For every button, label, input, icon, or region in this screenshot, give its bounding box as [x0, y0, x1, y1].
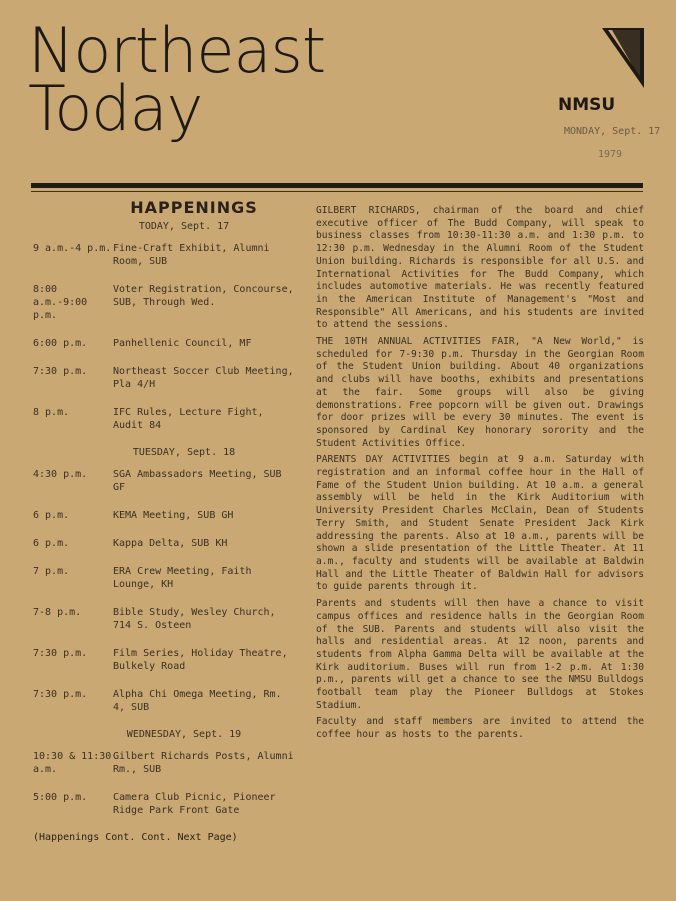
day-heading: TODAY, Sept. 17: [138, 221, 230, 232]
event-time: 9 a.m.-4 p.m.: [33, 243, 112, 254]
event-time: 6 p.m.: [33, 510, 70, 521]
event-desc: SGA Ambassadors Meeting, SUB GF: [113, 469, 282, 493]
event-row: [33, 750, 295, 776]
event-desc: Fine-Craft Exhibit, Alumni Room, SUB: [113, 243, 270, 267]
article-paragraph: PARENTS DAY ACTIVITIES begin at 9 a.m. Saturday with registration and an informal coffee hour in the Hall of Fame of the Student Union building. At 10 a.m. a general assembly will be held in the Kirk Auditorium with University President Charles McClain, Dean of Students Terry Smith, and Student Senate President Jack Kirk addressing the parents. Also at 10 a.m., parents will be shown a slide presentation of the Little Theater. At 11 a.m., faculty and students will be available at Baldwin Hall and the Little Theater of Baldwin Hall for advisors to guide parents through it.: [316, 454, 644, 593]
event-desc: KEMA Meeting, SUB GH: [113, 510, 234, 521]
event-desc: Bible Study, Wesley Church, 714 S. Osteen: [113, 607, 276, 631]
event-desc: IFC Rules, Lecture Fight, Audit 84: [113, 407, 264, 431]
event-desc: Alpha Chi Omega Meeting, Rm. 4, SUB: [113, 689, 282, 713]
happenings-title: HAPPENINGS: [130, 198, 258, 217]
event-desc: Panhellenic Council, MF: [113, 338, 252, 349]
event-row: [33, 406, 295, 432]
article-paragraph: Faculty and staff members are invited to attend the coffee hour as hosts to the parents.: [316, 716, 644, 741]
event-time: 7:30 p.m.: [33, 689, 88, 700]
event-time: 4:30 p.m.: [33, 469, 88, 480]
event-time: 7-8 p.m.: [33, 607, 82, 618]
event-desc: Gilbert Richards Posts, Alumni Rm., SUB: [113, 751, 294, 775]
event-desc: ERA Crew Meeting, Faith Lounge, KH: [113, 566, 252, 590]
event-row: [33, 509, 295, 522]
event-row: [33, 242, 295, 268]
continued-note: (Happenings Cont. Cont. Next Page): [33, 832, 238, 843]
event-time: 10:30 & 11:30 a.m.: [33, 751, 112, 775]
article-paragraph: Parents and students will then have a chance to visit campus offices and residence halls in the Georgian Room of the SUB. Parents and students will also visit the halls and residential areas. At 12 noon, parents and students from Alpha Gamma Delta will be available at the Kirk auditorium. Buses will run from 1-2 p.m. At 1:30 p.m., parents will get a chance to see the NMSU Bulldogs football team play the Pioneer Bulldogs at Stokes Stadium.: [316, 598, 644, 711]
article-paragraph: GILBERT RICHARDS, chairman of the board and chief executive officer of The Budd Company, will speak to business classes from 10:30-11:30 a.m. and 1:30 p.m. to 12:30 p.m. Wednesday in the Alumni Room of the Student Union building. Richards is responsible for all U.S. and International Activities for The Budd Company, which includes automotive materials. He was recently featured in the American Institute of Management's "Most and Responsible" All Americans, and his students are invited to attend the sessions.: [316, 205, 644, 331]
event-row: [33, 337, 295, 350]
event-time: 8 p.m.: [33, 407, 70, 418]
event-row: [33, 365, 295, 391]
event-row: [33, 537, 295, 550]
day-heading: TUESDAY, Sept. 18: [132, 447, 236, 458]
issue-date: MONDAY, Sept. 17: [564, 126, 661, 137]
event-row: [33, 606, 295, 632]
event-time: 7:30 p.m.: [33, 366, 88, 377]
event-row: [33, 688, 295, 714]
title-line-1: Northeast: [28, 14, 326, 87]
event-row: [33, 791, 295, 817]
header-rule-thin: [31, 191, 643, 192]
masthead-title: [28, 14, 326, 145]
event-desc: Camera Club Picnic, Pioneer Ridge Park Front Gate: [113, 792, 276, 816]
articles-column: [316, 205, 644, 746]
happenings-column: [33, 198, 295, 843]
event-time: 5:00 p.m.: [33, 792, 88, 803]
event-time: 6 p.m.: [33, 538, 70, 549]
nmsu-logo-icon: [600, 26, 646, 90]
event-row: [33, 468, 295, 494]
event-row: [33, 647, 295, 673]
issue-page: 1979: [598, 149, 623, 160]
event-desc: Film Series, Holiday Theatre, Bulkely Road: [113, 648, 288, 672]
event-time: 7:30 p.m.: [33, 648, 88, 659]
event-time: 6:00 p.m.: [33, 338, 88, 349]
header-rule-thick: [31, 183, 643, 188]
event-desc: Kappa Delta, SUB KH: [113, 538, 228, 549]
event-time: 8:00 a.m.-9:00 p.m.: [33, 284, 88, 321]
article-paragraph: THE 10TH ANNUAL ACTIVITIES FAIR, "A New World," is scheduled for 7-9:30 p.m. Thursday in the Georgian Room of the Student Union building. About 40 organizations and clubs will have booths, exhibits and presentations at the fair. Some groups will also be giving demonstrations. Free popcorn will be given out. Drawings for door prizes will be every 30 minutes. The event is sponsored by Cardinal Key honorary sorority and the Student Activities Office.: [316, 336, 644, 449]
event-row: [33, 283, 295, 322]
event-time: 7 p.m.: [33, 566, 70, 577]
day-heading: WEDNESDAY, Sept. 19: [126, 729, 242, 740]
event-desc: Voter Registration, Concourse, SUB, Through Wed.: [113, 284, 294, 308]
title-line-2: Today: [28, 72, 203, 145]
event-desc: Northeast Soccer Club Meeting, Pla 4/H: [113, 366, 294, 390]
event-row: [33, 565, 295, 591]
logo-text: NMSU: [558, 95, 616, 115]
